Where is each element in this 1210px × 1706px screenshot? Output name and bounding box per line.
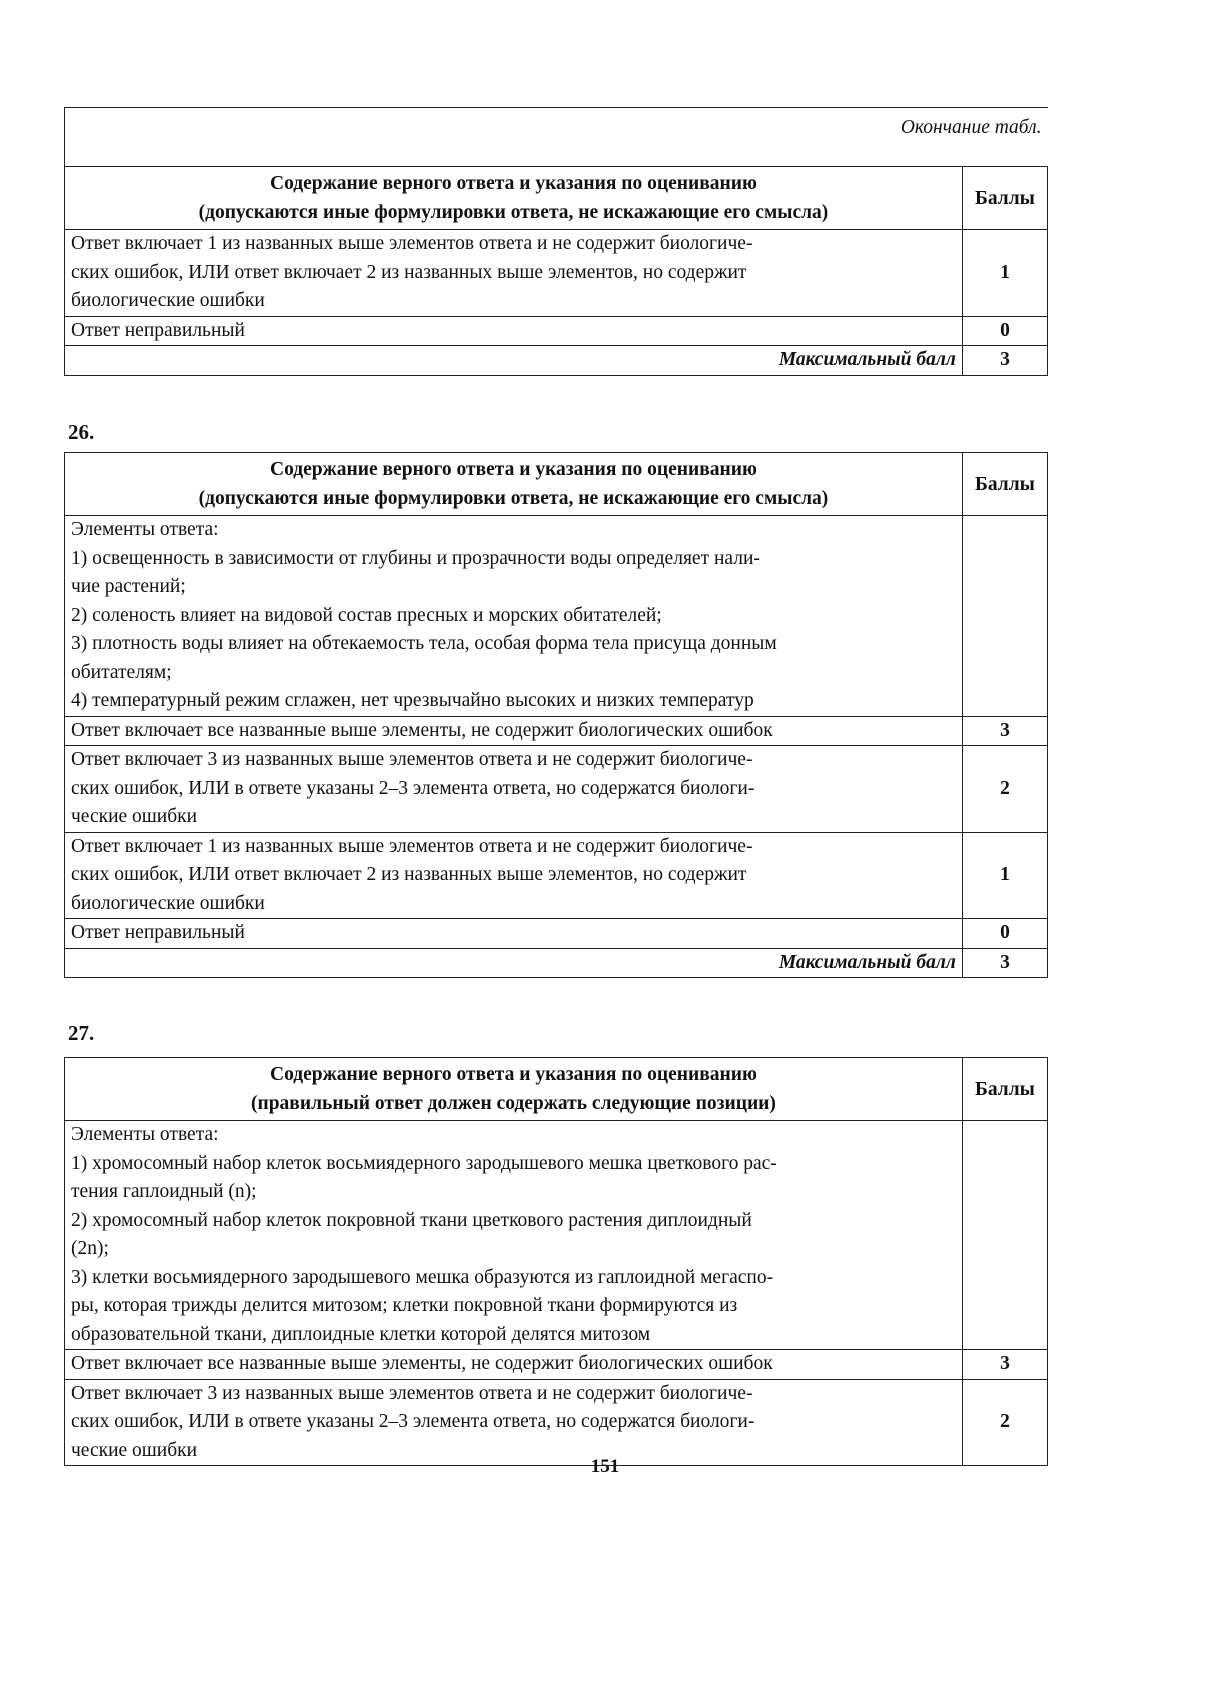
max-score-value: 3 bbox=[962, 948, 1047, 978]
text-line: Содержание верного ответа и указания по оцениванию bbox=[270, 1064, 757, 1085]
text-line: тения гаплоидный (n); bbox=[71, 1181, 257, 1202]
text-line: 3) клетки восьмиядерного зародышевого мешка образуются из гаплоидной мегаспо- bbox=[71, 1266, 774, 1288]
row-score: 0 bbox=[962, 919, 1047, 949]
row-score bbox=[962, 516, 1047, 717]
text-line: (2n); bbox=[71, 1238, 109, 1259]
max-score-row bbox=[65, 346, 1048, 376]
text-line: ческие ошибки bbox=[71, 1439, 198, 1461]
text-line: Элементы ответа: bbox=[71, 1124, 219, 1145]
row-score: 2 bbox=[962, 1379, 1047, 1466]
row-content bbox=[65, 316, 963, 346]
text-line: ских ошибок, ИЛИ ответ включает 2 из названных выше элементов, но содержит bbox=[71, 261, 747, 283]
row-content bbox=[65, 716, 963, 746]
text-line: биологические ошибки bbox=[71, 290, 265, 311]
text-line: Ответ включает все названные выше элементы, не содержит биологических ошибок bbox=[71, 719, 773, 741]
text-line: ческие ошибки bbox=[71, 806, 198, 827]
text-line: Элементы ответа: bbox=[71, 519, 219, 540]
text-line: 4) температурный режим сглажен, нет чрезвычайно высоких и низких температур bbox=[71, 690, 754, 711]
table-caption-row bbox=[65, 108, 1048, 167]
row-score: 1 bbox=[962, 832, 1047, 919]
header-score: Баллы bbox=[962, 1058, 1047, 1121]
row-content bbox=[65, 1350, 963, 1380]
text-line: 3) плотность воды влияет на обтекаемость тела, особая форма тела присуща донным bbox=[71, 633, 777, 654]
text-line: Ответ включает 1 из названных выше элементов ответа и не содержит биологиче- bbox=[71, 835, 753, 857]
text-line: 1) освещенность в зависимости от глубины и прозрачности воды определяет нали- bbox=[71, 547, 760, 569]
scoring-table bbox=[64, 452, 1048, 978]
text-line: Ответ неправильный bbox=[71, 319, 245, 341]
header-row bbox=[65, 453, 1048, 516]
text-line: ры, которая трижды делится митозом; клетки покровной ткани формируются из bbox=[71, 1295, 738, 1316]
header-content bbox=[65, 167, 963, 230]
row-score: 3 bbox=[962, 1350, 1047, 1380]
text-line: Ответ включает 3 из названных выше элементов ответа и не содержит биологиче- bbox=[71, 1382, 753, 1404]
row-content bbox=[65, 1379, 963, 1466]
text-line: (допускаются иные формулировки ответа, не искажающие его смысла) bbox=[198, 202, 829, 223]
text-line: Ответ неправильный bbox=[71, 922, 245, 943]
text-line: Ответ включает 1 из названных выше элементов ответа и не содержит биологиче- bbox=[71, 233, 753, 254]
question-number: 26. bbox=[68, 420, 95, 444]
table-caption: Окончание табл. bbox=[65, 108, 1048, 167]
table-row bbox=[65, 832, 1048, 919]
header-score: Баллы bbox=[962, 167, 1047, 230]
header-row bbox=[65, 1058, 1048, 1121]
text-line: биологические ошибки bbox=[71, 892, 265, 914]
table-row bbox=[65, 1121, 1048, 1350]
header-content bbox=[65, 1058, 963, 1121]
table-row bbox=[65, 919, 1048, 949]
scoring-table bbox=[64, 107, 1048, 376]
text-line: ских ошибок, ИЛИ в ответе указаны 2–3 элемента ответа, но содержатся биологи- bbox=[71, 1411, 755, 1432]
text-line: ских ошибок, ИЛИ в ответе указаны 2–3 элемента ответа, но содержатся биологи- bbox=[71, 777, 755, 799]
header-score: Баллы bbox=[962, 453, 1047, 516]
text-line: (допускаются иные формулировки ответа, не искажающие его смысла) bbox=[198, 488, 829, 509]
text-line: Ответ включает 3 из названных выше элементов ответа и не содержит биологиче- bbox=[71, 749, 753, 770]
page-number: 151 bbox=[590, 1456, 620, 1477]
row-score: 2 bbox=[962, 746, 1047, 833]
row-score bbox=[962, 1121, 1047, 1350]
table-row bbox=[65, 1379, 1048, 1466]
text-line: 2) хромосомный набор клеток покровной ткани цветкового растения диплоидный bbox=[71, 1209, 752, 1231]
header-row bbox=[65, 167, 1048, 230]
text-line: ских ошибок, ИЛИ ответ включает 2 из названных выше элементов, но содержит bbox=[71, 864, 747, 885]
max-score-label: Максимальный балл bbox=[65, 346, 963, 376]
text-line: обитателям; bbox=[71, 661, 172, 683]
header-content bbox=[65, 453, 963, 516]
row-content bbox=[65, 832, 963, 919]
row-content bbox=[65, 230, 963, 317]
text-line: Содержание верного ответа и указания по оцениванию bbox=[270, 459, 757, 480]
table-row bbox=[65, 516, 1048, 717]
text-line: чие растений; bbox=[71, 576, 186, 597]
row-content bbox=[65, 919, 963, 949]
row-score: 1 bbox=[962, 230, 1047, 317]
text-line: Содержание верного ответа и указания по оцениванию bbox=[270, 173, 757, 194]
row-score: 3 bbox=[962, 716, 1047, 746]
text-line: образовательной ткани, диплоидные клетки которой делятся митозом bbox=[71, 1323, 651, 1345]
max-score-row bbox=[65, 948, 1048, 978]
row-content bbox=[65, 746, 963, 833]
row-content bbox=[65, 516, 963, 717]
text-line: 2) соленость влияет на видовой состав пресных и морских обитателей; bbox=[71, 604, 662, 626]
table-row bbox=[65, 1350, 1048, 1380]
max-score-value: 3 bbox=[962, 346, 1047, 376]
table-row bbox=[65, 716, 1048, 746]
table-row bbox=[65, 230, 1048, 317]
text-line: (правильный ответ должен содержать следующие позиции) bbox=[250, 1093, 776, 1114]
row-score: 0 bbox=[962, 316, 1047, 346]
text-line: 1) хромосомный набор клеток восьмиядерного зародышевого мешка цветкового рас- bbox=[71, 1152, 777, 1174]
question-number: 27. bbox=[68, 1021, 95, 1045]
row-content bbox=[65, 1121, 963, 1350]
text-line: Ответ включает все названные выше элементы, не содержит биологических ошибок bbox=[71, 1353, 773, 1374]
table-row bbox=[65, 746, 1048, 833]
max-score-label: Максимальный балл bbox=[65, 948, 963, 978]
scoring-table bbox=[64, 1057, 1048, 1466]
table-row bbox=[65, 316, 1048, 346]
